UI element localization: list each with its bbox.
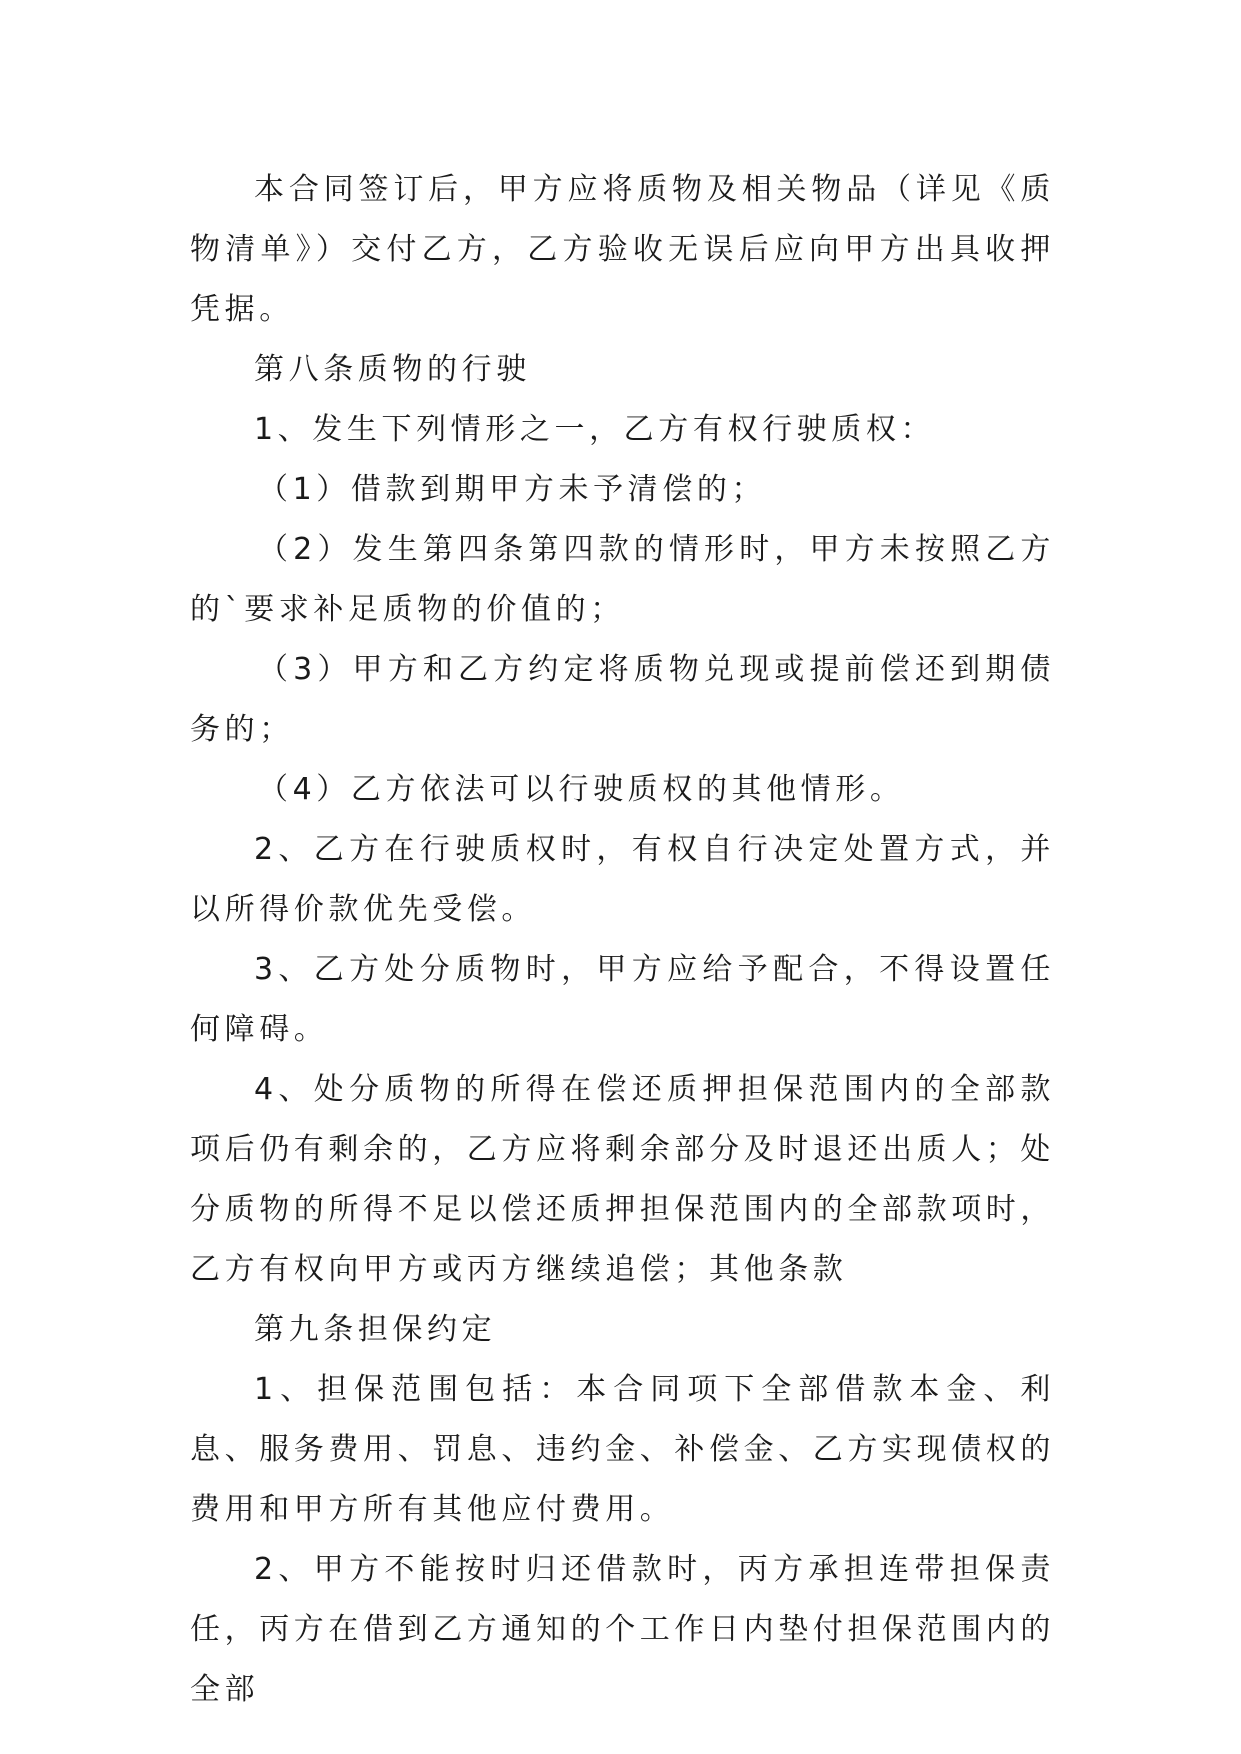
clause-8-1-item-2: （2）发生第四条第四款的情形时，甲方未按照乙方的`要求补足质物的价值的；: [190, 532, 1055, 627]
clause-8-1-item-3: （3）甲方和乙方约定将质物兑现或提前偿还到期债务的；: [190, 652, 1055, 747]
clause-8-1-item-4: （4）乙方依法可以行驶质权的其他情形。: [258, 772, 905, 807]
paragraph-delivery: 本合同签订后，甲方应将质物及相关物品（详见《质物清单》）交付乙方，乙方验收无误后应向甲方出具收押凭据。: [190, 172, 1055, 327]
document-body: [190, 160, 1055, 1720]
clause-9-2: 2、甲方不能按时归还借款时，丙方承担连带担保责任，丙方在借到乙方通知的个工作日内垫付担保范围内的全部: [190, 1552, 1055, 1707]
clause-8-4: 4、处分质物的所得在偿还质押担保范围内的全部款项后仍有剩余的，乙方应将剩余部分及时退还出质人；处分质物的所得不足以偿还质押担保范围内的全部款项时，乙方有权向甲方或丙方继续追偿；其他条款: [190, 1072, 1055, 1287]
clause-8-2: 2、乙方在行驶质权时，有权自行决定处置方式，并以所得价款优先受偿。: [190, 832, 1055, 927]
clause-8-1: 1、发生下列情形之一，乙方有权行驶质权：: [254, 412, 936, 447]
clause-9-1: 1、担保范围包括：本合同项下全部借款本金、利息、服务费用、罚息、违约金、补偿金、乙方实现债权的费用和甲方所有其他应付费用。: [190, 1372, 1055, 1527]
heading-article-8: 第八条质物的行驶: [254, 352, 531, 387]
heading-article-9: 第九条担保约定: [254, 1312, 497, 1347]
clause-8-1-item-1: （1）借款到期甲方未予清偿的；: [258, 472, 767, 507]
clause-8-3: 3、乙方处分质物时，甲方应给予配合，不得设置任何障碍。: [190, 952, 1055, 1047]
